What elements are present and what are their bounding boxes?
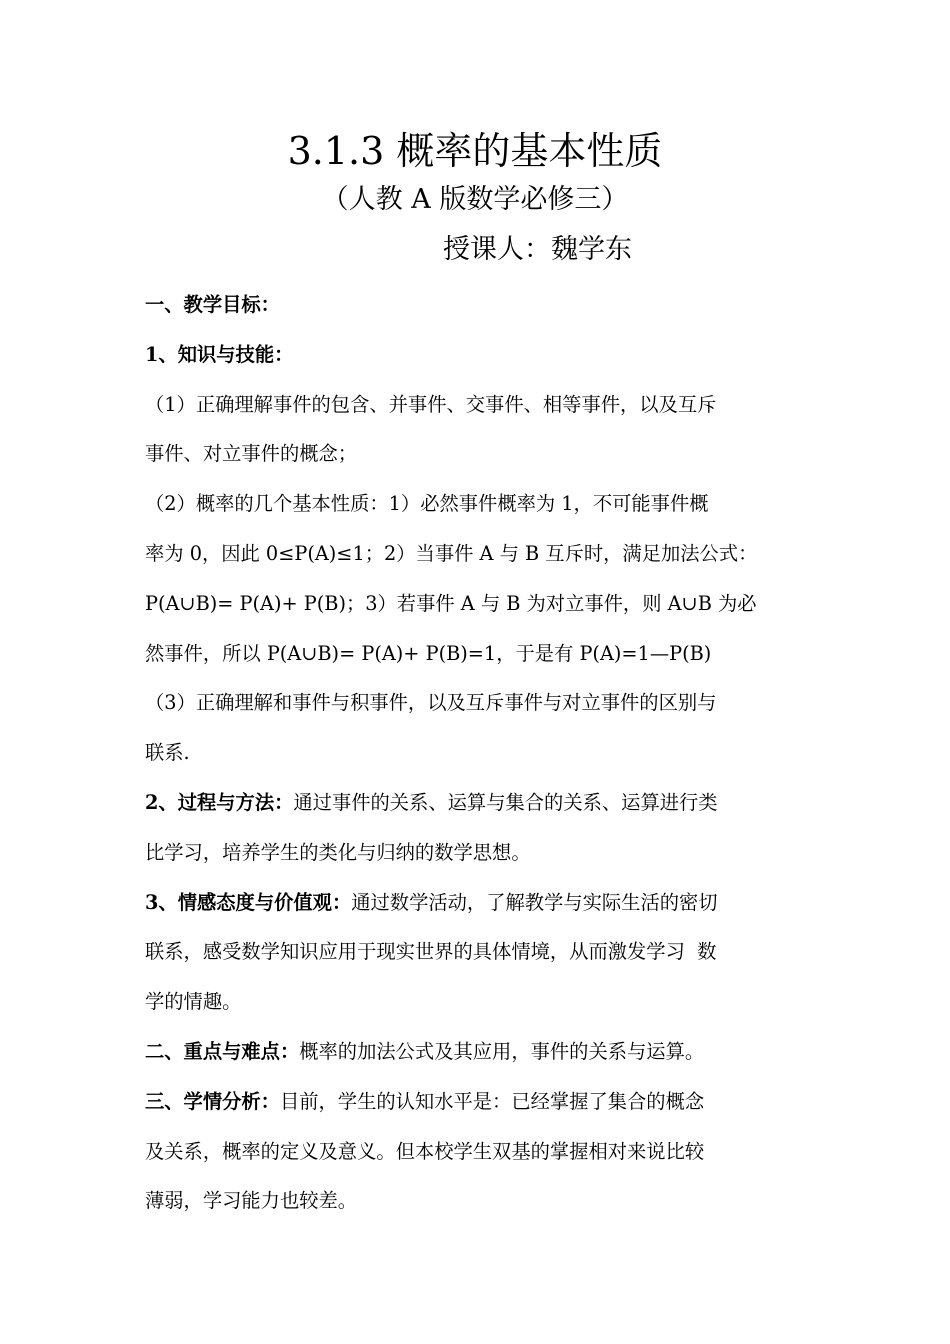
item2-line1: （2）概率的几个基本性质：1）必然事件概率为 1，不可能事件概 xyxy=(145,492,709,516)
author-line: 授课人：魏学东 xyxy=(443,234,632,265)
item2-line2: 率为 0，因此 0≤P(A)≤1；2）当事件 A 与 B 互斥时，满足加法公式： xyxy=(145,541,758,565)
analysis-paragraph xyxy=(145,1077,810,1127)
item3-line2: 联系. xyxy=(145,741,190,765)
document-body xyxy=(145,280,810,1226)
item2-line4: 然事件，所以 P(A∪B)= P(A)+ P(B)=1，于是有 P(A)=1—P(B) xyxy=(145,641,712,665)
keypoints-paragraph xyxy=(145,1027,810,1077)
page-title: 3.1.3 概率的基本性质 xyxy=(287,129,663,173)
emotion-line3: 学的情趣。 xyxy=(145,990,242,1014)
objectives-heading: 一、教学目标： xyxy=(145,293,280,316)
process-line1: 通过事件的关系、运算与集合的关系、运算进行类 xyxy=(293,790,718,814)
process-line2: 比学习，培养学生的类化与归纳的数学思想。 xyxy=(145,840,531,864)
analysis-line1: 目前，学生的认知水平是：已经掌握了集合的概念 xyxy=(279,1089,705,1113)
emotion-line1: 通过数学活动，了解教学与实际生活的密切 xyxy=(351,890,718,914)
keypoints-heading: 二、重点与难点： xyxy=(145,1039,300,1063)
analysis-heading: 三、学情分析： xyxy=(145,1089,280,1113)
item3-line1: （3）正确理解和事件与积事件，以及互斥事件与对立事件的区别与 xyxy=(145,691,717,715)
item2-line3: P(A∪B)= P(A)+ P(B)；3）若事件 A 与 B 为对立事件，则 A∪B 为必 xyxy=(145,591,757,615)
emotion-paragraph xyxy=(145,878,810,928)
item1-line2: 事件、对立事件的概念； xyxy=(145,442,358,466)
analysis-line2: 及关系，概率的定义及意义。但本校学生双基的掌握相对来说比较 xyxy=(145,1139,705,1163)
keypoints-text: 概率的加法公式及其应用，事件的关系与运算。 xyxy=(299,1039,705,1063)
analysis-line3: 薄弱，学习能力也较差。 xyxy=(145,1189,358,1213)
process-paragraph xyxy=(145,778,810,828)
item1-line1: （1）正确理解事件的包含、并事件、交事件、相等事件，以及互斥 xyxy=(145,392,717,416)
emotion-line2: 联系，感受数学知识应用于现实世界的具体情境，从而激发学习 数 xyxy=(145,940,717,964)
process-heading: 2、过程与方法： xyxy=(145,790,294,814)
page-subtitle: （人教 A 版数学必修三） xyxy=(321,184,629,215)
knowledge-heading: 1、知识与技能： xyxy=(145,342,294,366)
emotion-heading: 3、情感态度与价值观： xyxy=(145,890,352,914)
